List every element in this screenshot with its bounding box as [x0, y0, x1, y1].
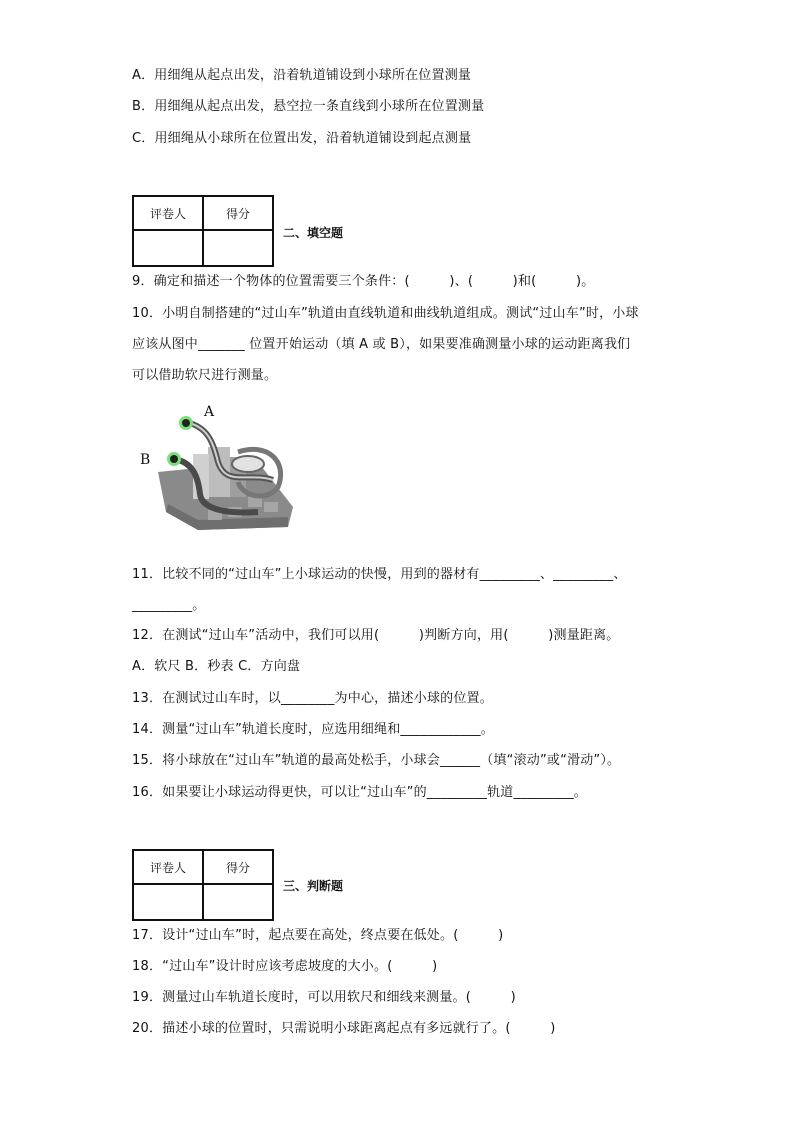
- reviewer-cell: [133, 884, 203, 920]
- question-12: 12．在测试“过山车”活动中，我们可以用( )判断方向，用( )测量距离。: [132, 628, 620, 643]
- question-10-line-2: 应该从图中_______ 位置开始运动（填 A 或 B），如果要准确测量小球的运动距离我们: [132, 337, 631, 352]
- question-10-line-1: 10．小明自制搭建的“过山车”轨道由直线轨道和曲线轨道组成。测试“过山车”时，小球: [132, 306, 639, 321]
- option-c: C．用细绳从小球所在位置出发，沿着轨道铺设到起点测量: [132, 131, 472, 146]
- score-header: 得分: [203, 850, 273, 884]
- score-header: 得分: [203, 196, 273, 230]
- question-10-line-3: 可以借助软尺进行测量。: [132, 368, 278, 383]
- question-17: 17．设计“过山车”时，起点要在高处，终点要在低处。( ): [132, 928, 504, 943]
- question-18: 18．“过山车”设计时应该考虑坡度的大小。( ): [132, 959, 438, 974]
- reviewer-header: 评卷人: [133, 196, 203, 230]
- section-title-fill-blank: 二、填空题: [283, 226, 344, 240]
- score-table-section-2: [132, 195, 274, 267]
- reviewer-cell: [133, 230, 203, 266]
- question-13: 13．在测试过山车时，以________为中心，描述小球的位置。: [132, 691, 493, 706]
- label-b: B: [140, 452, 151, 468]
- question-14: 14．测量“过山车”轨道长度时，应选用细绳和____________。: [132, 722, 495, 737]
- option-a: A．用细绳从起点出发，沿着轨道铺设到小球所在位置测量: [132, 68, 472, 83]
- question-19: 19．测量过山车轨道长度时，可以用软尺和细线来测量。( ): [132, 990, 516, 1005]
- section-title-judgment: 三、判断题: [283, 879, 344, 893]
- reviewer-header: 评卷人: [133, 850, 203, 884]
- question-12-options: A．软尺 B．秒表 C．方向盘: [132, 659, 301, 674]
- question-16: 16．如果要让小球运动得更快，可以让“过山车”的_________轨道_________。: [132, 785, 588, 800]
- score-table-section-3: [132, 849, 274, 921]
- question-9: 9．确定和描述一个物体的位置需要三个条件：( )、( )和( )。: [132, 274, 595, 289]
- label-a: A: [204, 404, 215, 420]
- roller-coaster-track-photo: [138, 402, 298, 532]
- roller-coaster-figure: [138, 402, 298, 532]
- question-20: 20．描述小球的位置时，只需说明小球距离起点有多远就行了。( ): [132, 1021, 556, 1036]
- score-cell: [203, 884, 273, 920]
- option-b: B．用细绳从起点出发，悬空拉一条直线到小球所在位置测量: [132, 99, 485, 114]
- question-11-line-2: _________。: [132, 598, 206, 613]
- score-cell: [203, 230, 273, 266]
- question-11-line-1: 11．比较不同的“过山车”上小球运动的快慢，用到的器材有_________、_________、: [132, 567, 627, 582]
- question-15: 15．将小球放在“过山车”轨道的最高处松手，小球会______（填“滚动”或“滑动”）。: [132, 753, 621, 768]
